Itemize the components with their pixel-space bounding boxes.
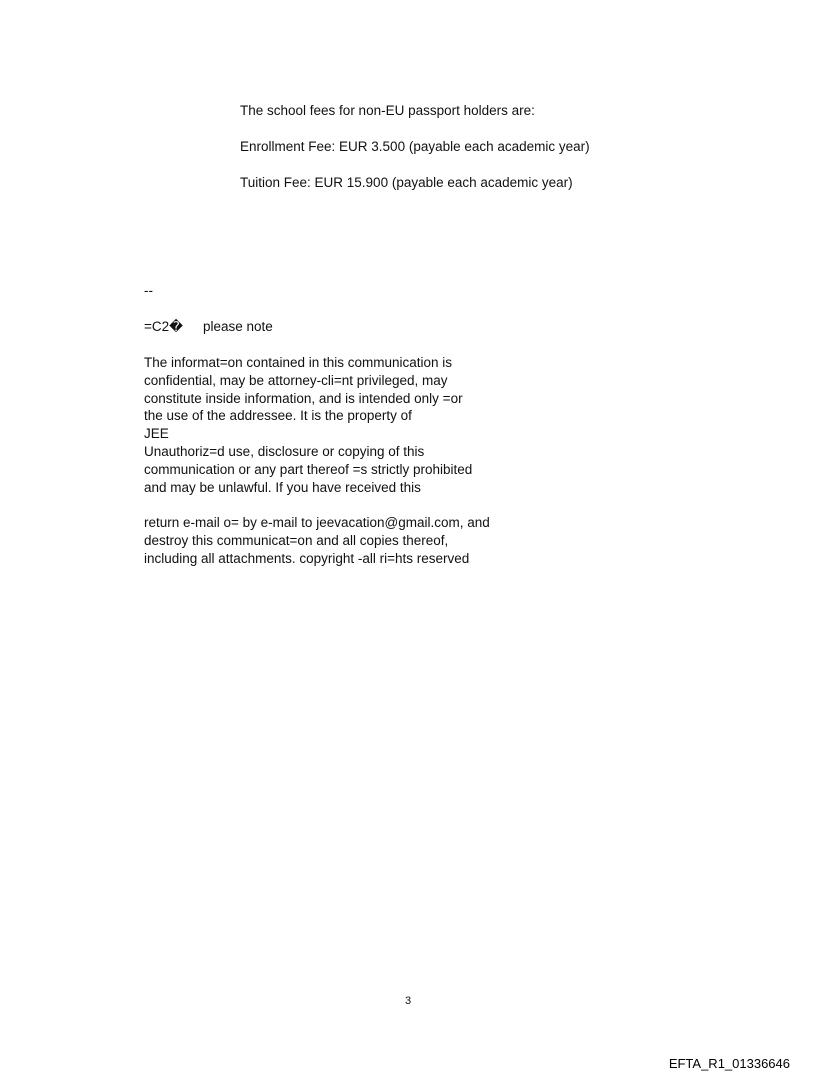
- confidentiality-disclaimer: [144, 354, 544, 568]
- disclaimer-line: confidential, may be attorney-cli=nt privileged, may: [144, 372, 448, 388]
- enrollment-fee: Enrollment Fee: EUR 3.500 (payable each academic year): [240, 139, 590, 154]
- disclaimer-line: and may be unlawful. If you have received this: [144, 479, 421, 495]
- disclaimer-line: including all attachments. copyright -all ri=hts reserved: [144, 550, 470, 566]
- disclaimer-line: communication or any part thereof =s strictly prohibited: [144, 461, 473, 477]
- email-signature: [144, 282, 544, 568]
- please-note-text: please note: [203, 319, 273, 334]
- disclaimer-line: The informat=on contained in this communication is: [144, 355, 453, 370]
- tuition-fee: Tuition Fee: EUR 15.900 (payable each academic year): [240, 175, 573, 190]
- disclaimer-gap: [144, 496, 544, 514]
- disclaimer-line: return e-mail o= by e-mail to jeevacation@gmail.com, and: [144, 515, 490, 531]
- page-number: 3: [404, 995, 412, 1007]
- document-id: EFTA_R1_01336646: [668, 1056, 790, 1071]
- signature-separator: --: [144, 283, 153, 298]
- encoded-char: =C2�: [144, 319, 183, 334]
- disclaimer-line: JEE: [144, 426, 169, 442]
- disclaimer-line: Unauthoriz=d use, disclosure or copying of this: [144, 443, 425, 459]
- fees-intro: The school fees for non-EU passport holders are:: [240, 103, 535, 118]
- disclaimer-line: the use of the addressee. It is the property of: [144, 408, 412, 424]
- disclaimer-line: destroy this communicat=on and all copies thereof,: [144, 532, 449, 548]
- fees-section: [240, 102, 760, 192]
- please-note-line: [144, 318, 544, 336]
- disclaimer-line: constitute inside information, and is intended only =or: [144, 390, 463, 406]
